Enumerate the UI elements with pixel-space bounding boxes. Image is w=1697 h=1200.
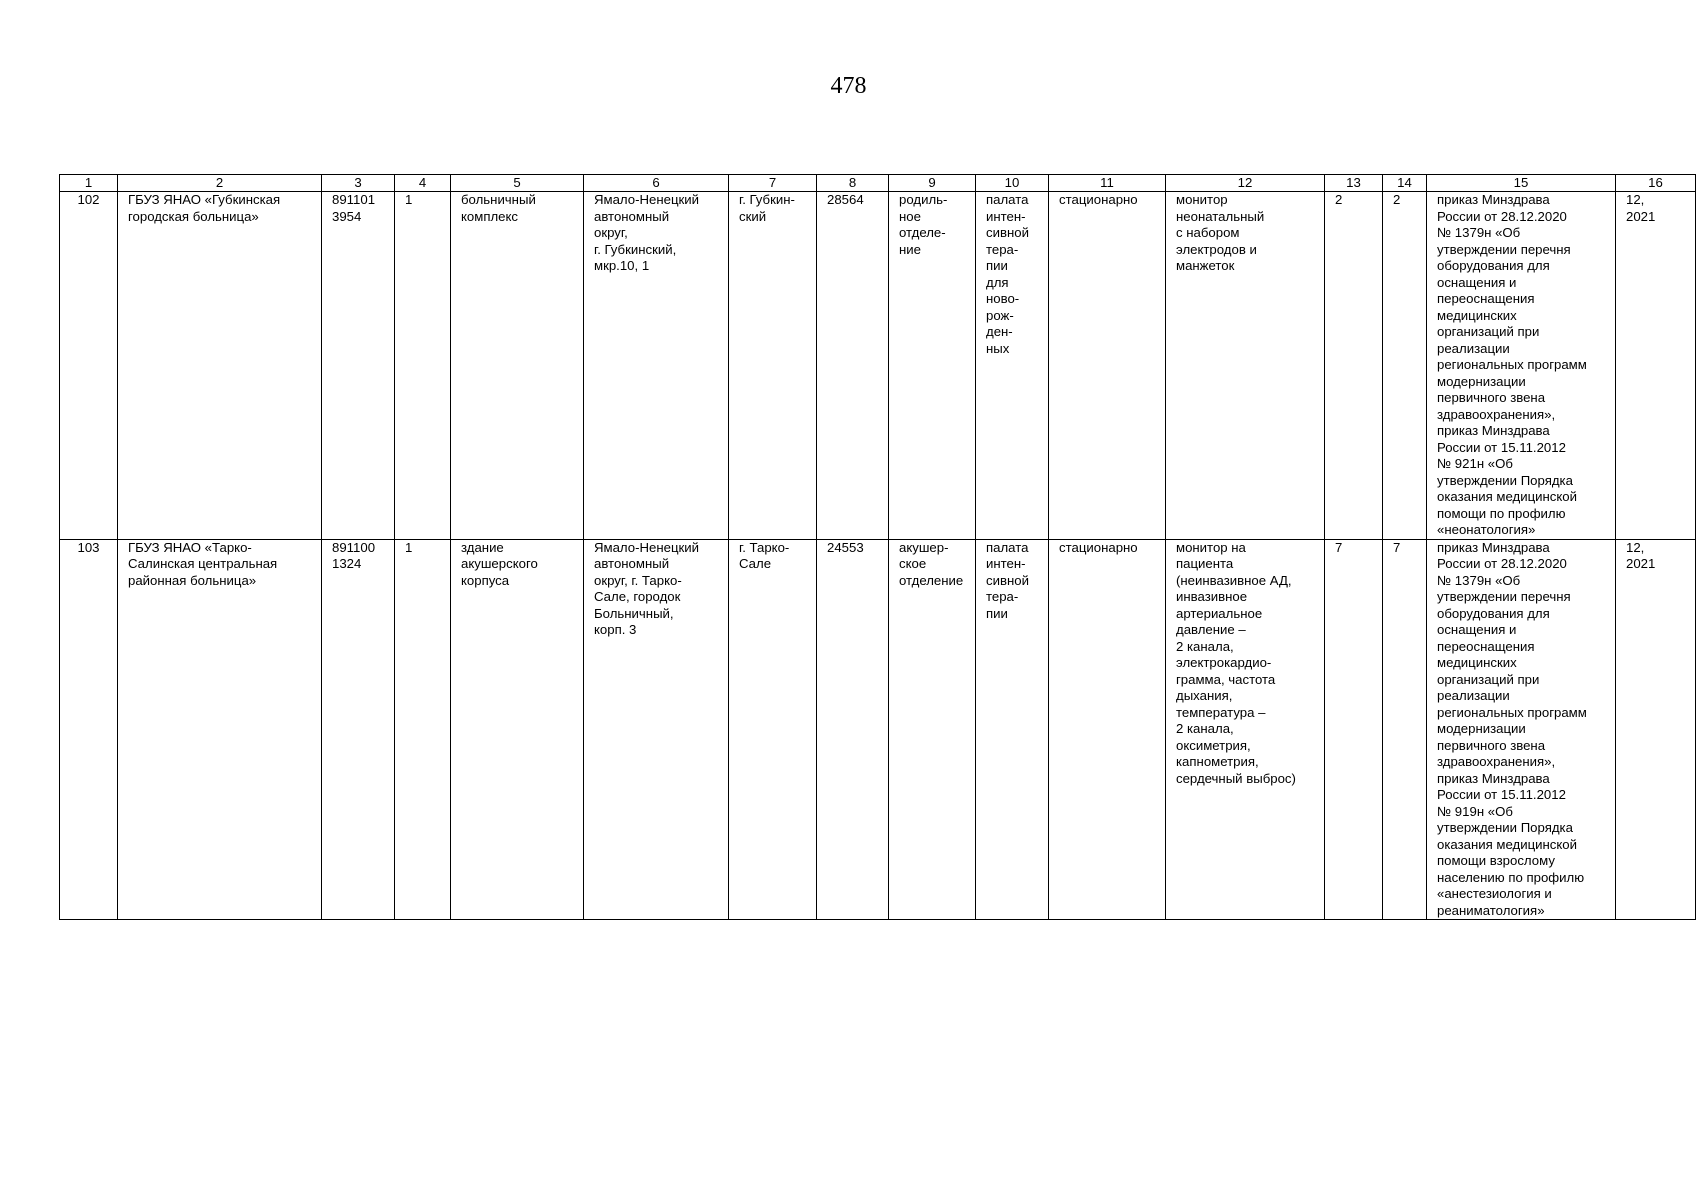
column-number: 12 xyxy=(1166,175,1325,192)
quantity-cell: 7 xyxy=(1325,539,1383,920)
quantity-cell: 2 xyxy=(1383,192,1427,540)
equipment-table xyxy=(59,174,1696,920)
table-row xyxy=(60,539,1696,920)
column-number: 15 xyxy=(1427,175,1616,192)
unit-cell: палата интен- сивной тера- пии xyxy=(976,539,1049,920)
count-cell: 1 xyxy=(395,192,451,540)
row-number-cell: 102 xyxy=(60,192,118,540)
building-type-cell: больничный комплекс xyxy=(451,192,584,540)
city-cell: г. Тарко- Сале xyxy=(729,539,817,920)
column-number: 9 xyxy=(889,175,976,192)
organization-cell: ГБУЗ ЯНАО «Тарко- Салинская центральная районная больница» xyxy=(118,539,322,920)
regulation-cell: приказ Минздрава России от 28.12.2020 № 1379н «Об утверждении перечня оборудования для оснащения и переоснащения медицинских организаций при реализации региональных программ модернизации первичного звена здравоохранения», приказ Минздрава России от 15.11.2012 № 919н «Об утверждении Порядка оказания медицинской помощи взрослому населению по профилю «анестезиология и реаниматология» xyxy=(1427,539,1616,920)
equipment-cell: монитор неонатальный с набором электродов и манжеток xyxy=(1166,192,1325,540)
department-cell: родиль- ное отделе- ние xyxy=(889,192,976,540)
column-number: 10 xyxy=(976,175,1049,192)
column-number: 16 xyxy=(1616,175,1696,192)
column-number-row xyxy=(60,175,1696,192)
column-number: 11 xyxy=(1049,175,1166,192)
column-number: 4 xyxy=(395,175,451,192)
column-number: 8 xyxy=(817,175,889,192)
column-number: 7 xyxy=(729,175,817,192)
period-cell: 12, 2021 xyxy=(1616,192,1696,540)
city-cell: г. Губкин- ский xyxy=(729,192,817,540)
unit-cell: палата интен- сивной тера- пии для ново- рож- ден- ных xyxy=(976,192,1049,540)
care-form-cell: стационарно xyxy=(1049,539,1166,920)
address-cell: Ямало-Ненецкий автономный округ, г. Губкинский, мкр.10, 1 xyxy=(584,192,729,540)
organization-cell: ГБУЗ ЯНАО «Губкинская городская больница» xyxy=(118,192,322,540)
column-number: 3 xyxy=(322,175,395,192)
department-cell: акушер- ское отделение xyxy=(889,539,976,920)
column-number: 14 xyxy=(1383,175,1427,192)
equipment-cell: монитор на пациента (неинвазивное АД, инвазивное артериальное давление – 2 канала, электрокардио- грамма, частота дыхания, температура – 2 канала, оксиметрия, капнометрия, сердечный выброс) xyxy=(1166,539,1325,920)
inn-cell: 891100 1324 xyxy=(322,539,395,920)
code-cell: 28564 xyxy=(817,192,889,540)
inn-cell: 891101 3954 xyxy=(322,192,395,540)
care-form-cell: стационарно xyxy=(1049,192,1166,540)
count-cell: 1 xyxy=(395,539,451,920)
regulation-cell: приказ Минздрава России от 28.12.2020 № 1379н «Об утверждении перечня оборудования для оснащения и переоснащения медицинских организаций при реализации региональных программ модернизации первичного звена здравоохранения», приказ Минздрава России от 15.11.2012 № 921н «Об утверждении Порядка оказания медицинской помощи по профилю «неонатология» xyxy=(1427,192,1616,540)
quantity-cell: 7 xyxy=(1383,539,1427,920)
page-number: 478 xyxy=(830,73,867,99)
quantity-cell: 2 xyxy=(1325,192,1383,540)
column-number: 6 xyxy=(584,175,729,192)
row-number-cell: 103 xyxy=(60,539,118,920)
column-number: 5 xyxy=(451,175,584,192)
period-cell: 12, 2021 xyxy=(1616,539,1696,920)
column-number: 1 xyxy=(60,175,118,192)
building-type-cell: здание акушерского корпуса xyxy=(451,539,584,920)
table-row xyxy=(60,192,1696,540)
address-cell: Ямало-Ненецкий автономный округ, г. Тарко- Сале, городок Больничный, корп. 3 xyxy=(584,539,729,920)
code-cell: 24553 xyxy=(817,539,889,920)
column-number: 2 xyxy=(118,175,322,192)
column-number: 13 xyxy=(1325,175,1383,192)
